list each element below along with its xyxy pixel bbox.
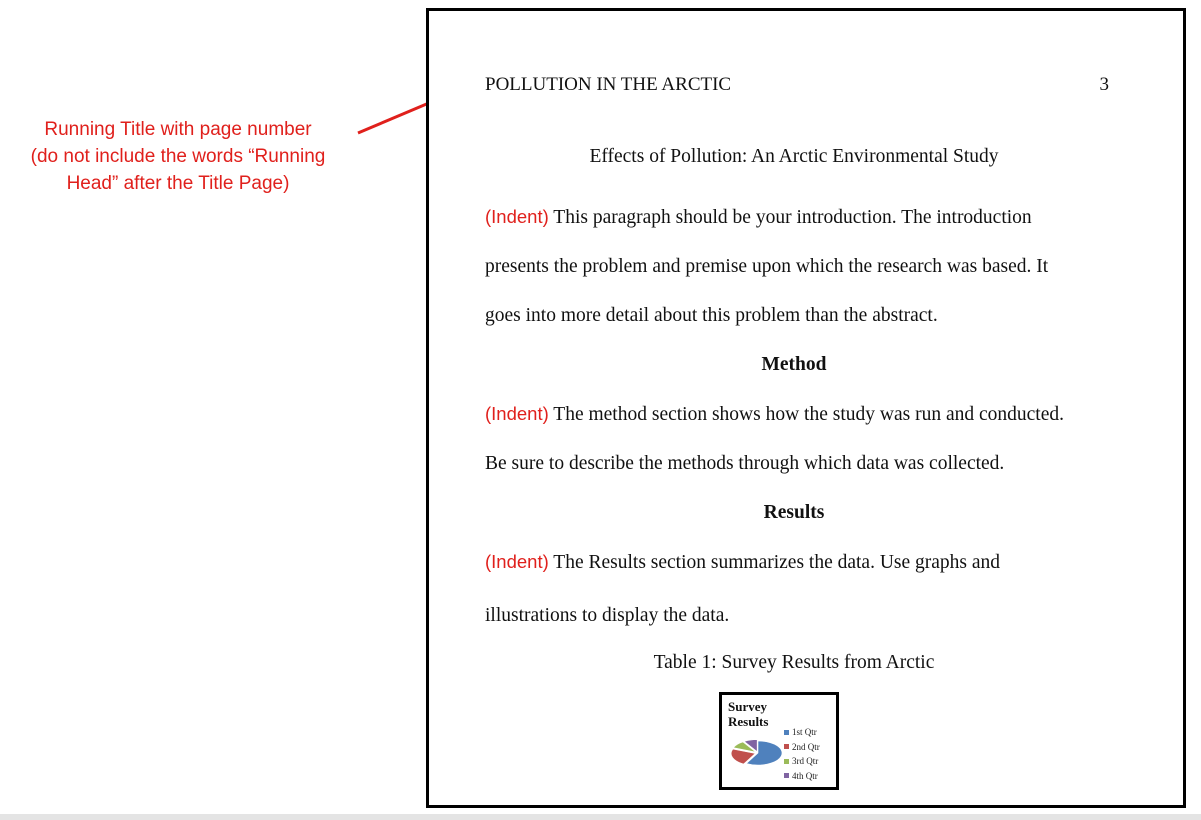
results-text: The Results section summarizes the data. Use graphs and <box>553 552 1001 573</box>
annotation-line: (do not include the words “Running <box>30 146 326 167</box>
legend-item <box>784 754 820 769</box>
legend-item <box>784 769 820 784</box>
window-bottom-edge <box>0 814 1201 820</box>
intro-text: This paragraph should be your introduction. The introduction <box>553 207 1032 228</box>
page-number: 3 <box>1099 74 1109 95</box>
indent-label: (Indent) <box>485 403 549 424</box>
method-heading: Method <box>761 354 827 375</box>
legend-label: 4th Qtr <box>792 770 818 781</box>
results-line: illustrations to display the data. <box>485 605 730 626</box>
annotation-line: Running Title with page number <box>44 119 312 140</box>
legend-label: 1st Qtr <box>792 727 817 737</box>
intro-line: goes into more detail about this problem than the abstract. <box>485 305 938 326</box>
table-caption: Table 1: Survey Results from Arctic <box>653 652 935 673</box>
legend-swatch <box>784 773 789 778</box>
survey-chart <box>719 692 839 790</box>
indent-label: (Indent) <box>485 206 549 227</box>
running-head: POLLUTION IN THE ARCTIC <box>485 74 732 95</box>
running-title-annotation <box>8 116 348 197</box>
legend-label: 3rd Qtr <box>792 756 819 766</box>
legend-swatch <box>784 744 789 749</box>
results-heading: Results <box>763 502 825 523</box>
document-page <box>426 8 1186 808</box>
results-line <box>485 551 1000 574</box>
legend-swatch <box>784 759 789 764</box>
intro-line: presents the problem and premise upon which the research was based. It <box>485 256 1049 277</box>
annotation-line: Head” after the Title Page) <box>66 173 290 194</box>
paper-title: Effects of Pollution: An Arctic Environmental Study <box>589 146 999 167</box>
indent-label: (Indent) <box>485 551 549 572</box>
legend-item <box>784 725 820 740</box>
chart-legend <box>784 725 820 783</box>
pie-chart <box>728 731 788 781</box>
legend-label: 2nd Qtr <box>792 741 820 752</box>
method-line: Be sure to describe the methods through which data was collected. <box>485 453 1005 474</box>
method-text: The method section shows how the study was run and conducted. <box>553 404 1064 425</box>
intro-line <box>485 206 1032 229</box>
legend-swatch <box>784 730 789 735</box>
legend-item <box>784 740 820 755</box>
method-line <box>485 403 1064 426</box>
chart-title: Survey Results <box>728 699 769 729</box>
